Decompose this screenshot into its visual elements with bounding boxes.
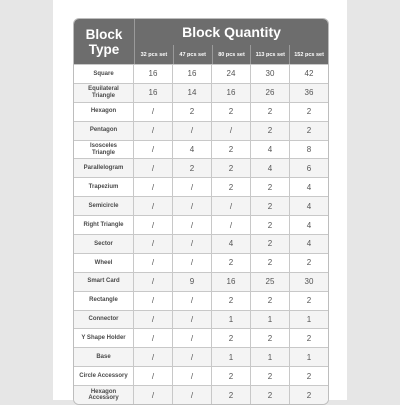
block-type-cell: Right Triangle bbox=[74, 216, 134, 234]
quantity-cell: / bbox=[151, 107, 155, 117]
table-row bbox=[74, 177, 328, 196]
quantity-cell: 2 bbox=[250, 178, 289, 196]
quantity-cell: 2 bbox=[250, 367, 289, 385]
quantity-cell: 2 bbox=[250, 292, 289, 310]
quantity-cells bbox=[134, 235, 328, 253]
quantity-cell: / bbox=[172, 292, 211, 310]
quantity-cell: 4 bbox=[172, 141, 211, 159]
quantity-cell: 4 bbox=[289, 235, 328, 253]
block-type-cell: Rectangle bbox=[74, 292, 134, 310]
quantity-cell: / bbox=[151, 277, 155, 287]
table-row bbox=[74, 64, 328, 83]
quantity-cells bbox=[134, 65, 328, 83]
set-header: 152 pcs set bbox=[289, 45, 328, 64]
quantity-cell: 1 bbox=[211, 348, 250, 366]
quantity-cell: 9 bbox=[172, 273, 211, 291]
block-quantity-header: Block Quantity bbox=[182, 24, 281, 40]
quantity-cell: 8 bbox=[289, 141, 328, 159]
quantity-cells bbox=[134, 84, 328, 102]
table-row bbox=[74, 140, 328, 159]
quantity-cell: / bbox=[211, 197, 250, 215]
quantity-cell: 16 bbox=[211, 273, 250, 291]
block-type-cell: Hexagon Accessory bbox=[74, 386, 134, 404]
quantity-cell: / bbox=[172, 386, 211, 404]
quantity-cells bbox=[134, 254, 328, 272]
quantity-cell: / bbox=[172, 254, 211, 272]
quantity-cell: 4 bbox=[289, 216, 328, 234]
quantity-cell: 2 bbox=[211, 159, 250, 177]
quantity-cell: 42 bbox=[289, 65, 328, 83]
quantity-cell: 2 bbox=[289, 367, 328, 385]
quantity-cell: / bbox=[211, 122, 250, 140]
quantity-cell: 2 bbox=[250, 235, 289, 253]
block-type-cell: Smart Card bbox=[74, 273, 134, 291]
quantity-cell: / bbox=[172, 235, 211, 253]
quantity-cells bbox=[134, 159, 328, 177]
quantity-cell: / bbox=[172, 329, 211, 347]
quantity-cell: / bbox=[151, 163, 155, 173]
quantity-cell: / bbox=[151, 371, 155, 381]
set-header: 113 pcs set bbox=[250, 45, 289, 64]
block-quantity-table bbox=[73, 18, 329, 405]
quantity-cell: 2 bbox=[211, 103, 250, 121]
quantity-cells bbox=[134, 367, 328, 385]
quantity-cell: / bbox=[211, 216, 250, 234]
quantity-cell: 1 bbox=[250, 348, 289, 366]
quantity-cell: 30 bbox=[289, 273, 328, 291]
quantity-cell: 4 bbox=[250, 159, 289, 177]
quantity-cell: / bbox=[151, 352, 155, 362]
quantity-cell: / bbox=[151, 126, 155, 136]
quantity-cell: 2 bbox=[211, 329, 250, 347]
quantity-cell: 4 bbox=[250, 141, 289, 159]
quantity-cell: 2 bbox=[250, 386, 289, 404]
quantity-cells bbox=[134, 197, 328, 215]
quantity-cells bbox=[134, 216, 328, 234]
quantity-cell: 2 bbox=[172, 103, 211, 121]
quantity-cell: 6 bbox=[289, 159, 328, 177]
block-type-cell: Pentagon bbox=[74, 122, 134, 140]
block-type-cell: Y Shape Holder bbox=[74, 329, 134, 347]
quantity-cells bbox=[134, 103, 328, 121]
table-row bbox=[74, 121, 328, 140]
block-type-cell: Circle Accessory bbox=[74, 367, 134, 385]
quantity-cell: 2 bbox=[289, 329, 328, 347]
table-row bbox=[74, 234, 328, 253]
quantity-cell: / bbox=[151, 201, 155, 211]
quantity-cell: 2 bbox=[172, 159, 211, 177]
quantity-cell: / bbox=[172, 122, 211, 140]
quantity-cells bbox=[134, 386, 328, 404]
quantity-cell: 25 bbox=[250, 273, 289, 291]
quantity-cell: / bbox=[172, 367, 211, 385]
set-header: 47 pcs set bbox=[173, 45, 212, 64]
quantity-cell: / bbox=[151, 145, 155, 154]
block-type-cell: Trapezium bbox=[74, 178, 134, 196]
table-row bbox=[74, 102, 328, 121]
quantity-cell: 2 bbox=[211, 141, 250, 159]
table-row bbox=[74, 158, 328, 177]
quantity-cell: 1 bbox=[289, 348, 328, 366]
block-type-cell: Equilateral Triangle bbox=[74, 84, 134, 102]
table-row bbox=[74, 347, 328, 366]
table-row bbox=[74, 253, 328, 272]
quantity-cell: 16 bbox=[211, 84, 250, 102]
quantity-cell: 16 bbox=[148, 88, 158, 98]
quantity-cells bbox=[134, 178, 328, 196]
quantity-cell: / bbox=[151, 390, 155, 400]
block-type-cell: Connector bbox=[74, 311, 134, 329]
quantity-cell: 2 bbox=[289, 254, 328, 272]
quantity-cell: 16 bbox=[148, 69, 158, 79]
quantity-cell: / bbox=[172, 197, 211, 215]
quantity-cell: 1 bbox=[211, 311, 250, 329]
set-headers bbox=[135, 45, 328, 64]
quantity-cell: / bbox=[151, 220, 155, 230]
quantity-cell: / bbox=[172, 348, 211, 366]
table-row bbox=[74, 310, 328, 329]
quantity-cell: / bbox=[151, 315, 155, 325]
quantity-cells bbox=[134, 348, 328, 366]
quantity-cell: 14 bbox=[172, 84, 211, 102]
quantity-cell: 2 bbox=[250, 122, 289, 140]
quantity-cell: 4 bbox=[211, 235, 250, 253]
table-row bbox=[74, 366, 328, 385]
quantity-cell: 2 bbox=[289, 386, 328, 404]
block-type-cell: Square bbox=[74, 65, 134, 83]
table-row bbox=[74, 272, 328, 291]
table-row bbox=[74, 385, 328, 404]
quantity-cell: / bbox=[172, 178, 211, 196]
quantity-cell: 30 bbox=[250, 65, 289, 83]
quantity-cell: 4 bbox=[289, 197, 328, 215]
quantity-cells bbox=[134, 273, 328, 291]
quantity-cells bbox=[134, 141, 328, 159]
table-body bbox=[74, 64, 328, 404]
block-type-header: Block Type bbox=[74, 19, 135, 64]
quantity-cell: / bbox=[151, 333, 155, 343]
quantity-cell: 2 bbox=[250, 216, 289, 234]
block-quantity-header-group bbox=[135, 19, 328, 64]
quantity-cell: 26 bbox=[250, 84, 289, 102]
quantity-cells bbox=[134, 292, 328, 310]
quantity-cell: 16 bbox=[172, 65, 211, 83]
quantity-cell: / bbox=[151, 239, 155, 249]
quantity-cell: 2 bbox=[211, 254, 250, 272]
quantity-cell: 24 bbox=[211, 65, 250, 83]
block-type-cell: Sector bbox=[74, 235, 134, 253]
quantity-cells bbox=[134, 122, 328, 140]
quantity-cell: 2 bbox=[250, 103, 289, 121]
quantity-cell: / bbox=[172, 216, 211, 234]
quantity-cell: 2 bbox=[250, 197, 289, 215]
quantity-cell: 1 bbox=[250, 311, 289, 329]
block-type-cell: Hexagon bbox=[74, 103, 134, 121]
quantity-cell: 2 bbox=[211, 386, 250, 404]
set-header: 80 pcs set bbox=[212, 45, 251, 64]
quantity-cell: 2 bbox=[211, 292, 250, 310]
quantity-cell: 2 bbox=[211, 367, 250, 385]
table-row bbox=[74, 291, 328, 310]
quantity-cell: 4 bbox=[289, 178, 328, 196]
quantity-cell: 2 bbox=[289, 103, 328, 121]
block-type-cell: Parallelogram bbox=[74, 159, 134, 177]
quantity-cells bbox=[134, 311, 328, 329]
quantity-cell: 2 bbox=[250, 329, 289, 347]
quantity-cell: / bbox=[151, 182, 155, 192]
quantity-cell: 1 bbox=[289, 311, 328, 329]
table-header bbox=[74, 19, 328, 64]
quantity-cell: 2 bbox=[289, 122, 328, 140]
table-row bbox=[74, 83, 328, 102]
quantity-cell: / bbox=[151, 258, 155, 268]
quantity-cell: / bbox=[151, 296, 155, 306]
table-row bbox=[74, 196, 328, 215]
block-type-cell: Isosceles Triangle bbox=[74, 141, 134, 159]
quantity-cells bbox=[134, 329, 328, 347]
set-header: 32 pcs set bbox=[140, 51, 168, 58]
block-type-cell: Base bbox=[74, 348, 134, 366]
block-type-cell: Semicircle bbox=[74, 197, 134, 215]
quantity-cell: / bbox=[172, 311, 211, 329]
table-row bbox=[74, 215, 328, 234]
quantity-cell: 2 bbox=[289, 292, 328, 310]
block-type-cell: Wheel bbox=[74, 254, 134, 272]
quantity-cell: 2 bbox=[250, 254, 289, 272]
quantity-cell: 2 bbox=[211, 178, 250, 196]
table-row bbox=[74, 328, 328, 347]
quantity-cell: 36 bbox=[289, 84, 328, 102]
